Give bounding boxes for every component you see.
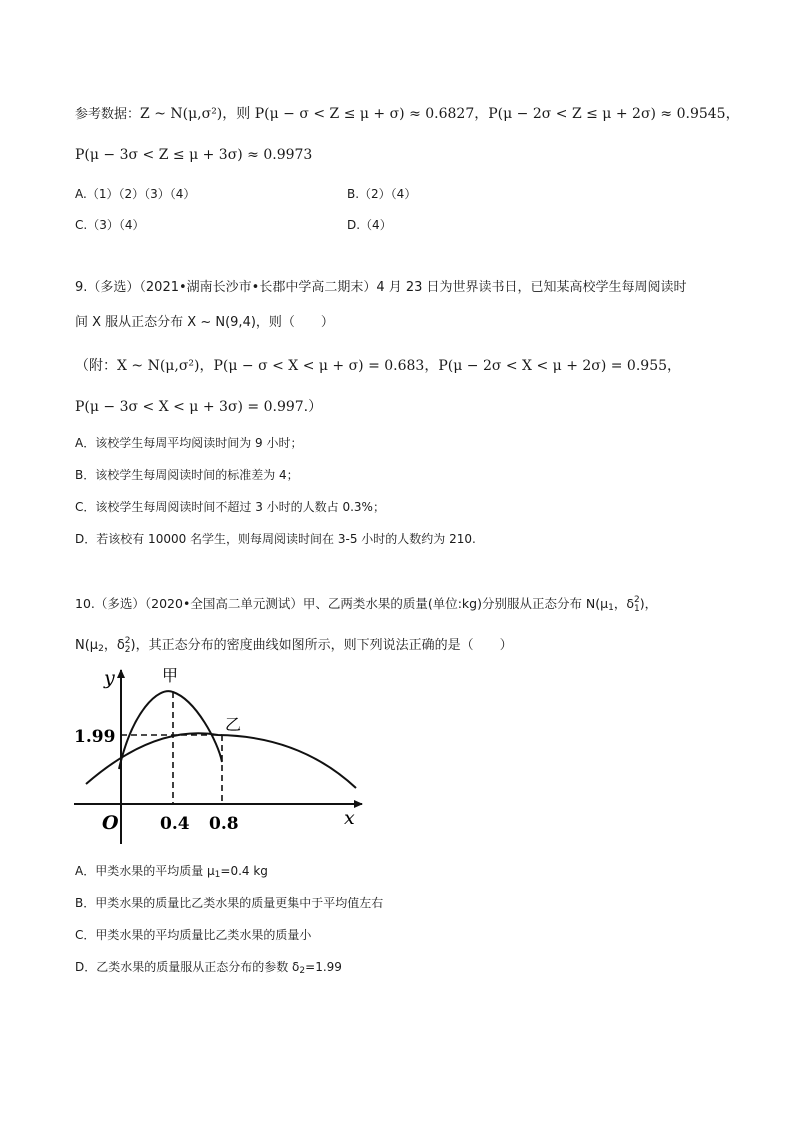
reference-formula: Z ~ N(μ,σ²)，则 P(μ − σ < Z ≤ μ + σ) ≈ 0.6827，P(μ − 2σ < Z ≤ μ + 2σ) ≈ 0.9545， <box>140 106 740 122</box>
q10-stem-line1: 10.（多选）（2020•全国高二单元测试）甲、乙两类水果的质量(单位:kg)分别服从正态分布 $N(\mu_1$，δ 2 1 )， <box>75 594 658 614</box>
q9-appendix-line2: P(μ − 3σ < X < μ + 3σ) = 0.997.） <box>75 399 323 415</box>
x-axis-label: x <box>344 807 355 829</box>
q9-appendix-line1: （附：X ~ N(μ,σ²)，P(μ − σ < X < μ + σ) = 0.683，P(μ − 2σ < X < μ + 2σ) = 0.955， <box>75 358 682 374</box>
q10-stem-line2: $N(\mu_2$，δ 2 2 )，其正态分布的密度曲线如图所示，则下列说法正确的是（ ） <box>75 635 513 655</box>
reference-data-line2: P(μ − 3σ < Z ≤ μ + 3σ) ≈ 0.9973 <box>75 147 313 163</box>
density-curve-figure <box>70 664 370 854</box>
reference-data-line1 <box>75 104 740 125</box>
q8-option-b[interactable]: B.（2）（4） <box>347 187 417 201</box>
curve-jia-label: 甲 <box>162 666 179 685</box>
q10-option-c[interactable]: C．甲类水果的平均质量比乙类水果的质量小 <box>75 928 312 942</box>
q9-stem-line1: 9.（多选）（2021•湖南长沙市•长郡中学高二期末）4 月 23 日为世界读书日，已知某高校学生每周阅读时 <box>75 280 687 295</box>
reference-label: 参考数据： <box>75 107 141 122</box>
x-tick-0-4: 0.4 <box>160 814 190 834</box>
q8-option-d[interactable]: D.（4） <box>347 218 392 232</box>
y-tick-1-99: 1.99 <box>74 727 116 747</box>
origin-label: O <box>102 812 119 834</box>
q9-option-b[interactable]: B．该校学生每周阅读时间的标准差为 4； <box>75 468 299 482</box>
q9-option-a[interactable]: A．该校学生每周平均阅读时间为 9 小时； <box>75 436 303 450</box>
curve-jia <box>119 691 222 769</box>
q9-option-c[interactable]: C．该校学生每周阅读时间不超过 3 小时的人数占 0.3%； <box>75 500 385 514</box>
q8-option-c[interactable]: C.（3）（4） <box>75 218 145 232</box>
y-axis-label: y <box>104 667 115 689</box>
q10-option-d[interactable]: D．乙类水果的质量服从正态分布的参数 $\delta_2=1.99$ <box>75 960 342 976</box>
q9-option-d[interactable]: D．若该校有 10000 名学生，则每周阅读时间在 3-5 小时的人数约为 210. <box>75 532 476 546</box>
x-tick-0-8: 0.8 <box>209 814 239 834</box>
q10-option-b[interactable]: B．甲类水果的质量比乙类水果的质量更集中于平均值左右 <box>75 896 384 910</box>
q8-option-a[interactable]: A.（1）（2）（3）（4） <box>75 187 196 201</box>
q9-stem-line2: 间 X 服从正态分布 X ~ N(9,4)，则（ ） <box>75 315 334 330</box>
q10-option-a[interactable]: A．甲类水果的平均质量 $\mu_1=0.4$ kg <box>75 864 268 880</box>
curve-yi-label: 乙 <box>225 715 242 734</box>
